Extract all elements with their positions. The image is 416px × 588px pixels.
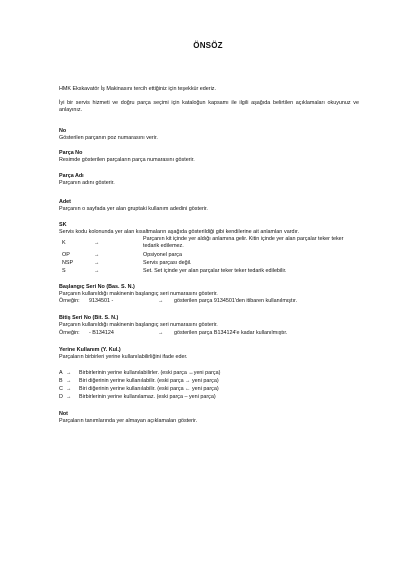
sk-code: OP xyxy=(62,252,70,258)
sk-desc: Parçanın kit içinde yer aldığı anlamına gelir. Kitin içinde yer alan parçalar teker teker xyxy=(143,236,344,242)
end-serial-example-label: Örneğin: xyxy=(59,330,80,336)
parca-adi-heading: Parça Adı xyxy=(59,173,84,179)
replacement-desc: Birbirlerinin yerine kullanılabilirler. (eski parça ↔yeni parça) xyxy=(79,370,221,376)
replacement-heading: Yerine Kullanım (Y. Kul.) xyxy=(59,347,121,353)
no-text: Gösterilen parçanın poz numarasını verir. xyxy=(59,135,158,141)
replacement-desc: Biri diğerinin yerine kullanılabilir. (eski parça → yeni parça) xyxy=(79,378,219,384)
end-serial-example-desc: gösterilen parça B134124'e kadar kullanılmıştır. xyxy=(174,330,288,336)
arrow-icon: → xyxy=(66,394,72,400)
parca-no-heading: Parça No xyxy=(59,150,83,156)
end-serial-heading: Bitiş Seri No (Bit. S. N.) xyxy=(59,315,119,321)
start-serial-example-desc: gösterilen parça 9134501'den itibaren kullanılmıştır. xyxy=(174,298,297,304)
replacement-desc: Biri diğerinin yerine kullanılabilir. (eski parça ← yeni parça) xyxy=(79,386,219,392)
sk-text: Servis kodu kolonunda yer alan kısaltmaların aşağıda gösterildiği gibi kendilerine ait anlamları vardır. xyxy=(59,229,300,235)
sk-heading: SK xyxy=(59,222,67,228)
intro-advice: İyi bir servis hizmeti ve doğru parça seçimi için kataloğun kapsamı ile ilgili aşağıda belirtilen açıklamaları okuyunuz ve anlayınız. xyxy=(59,100,359,113)
sk-code: K xyxy=(62,240,66,246)
adet-heading: Adet xyxy=(59,199,71,205)
sk-desc-continued: tedarik edilemez. xyxy=(143,243,184,249)
sk-code: NSP xyxy=(62,260,74,266)
start-serial-example-label: Örneğin: xyxy=(59,298,80,304)
arrow-icon: → xyxy=(158,298,164,304)
arrow-icon: → xyxy=(66,370,72,376)
replacement-text: Parçaların birbirleri yerine kullanılabilirliğini ifade eder. xyxy=(59,354,188,360)
arrow-icon: → xyxy=(158,330,164,336)
parca-adi-text: Parçanın adını gösterir. xyxy=(59,180,115,186)
replacement-code: C xyxy=(59,386,63,392)
arrow-icon: → xyxy=(94,260,100,266)
no-heading: No xyxy=(59,128,67,134)
replacement-code: D xyxy=(59,394,63,400)
arrow-icon: → xyxy=(66,386,72,392)
start-serial-text: Parçanın kullanıldığı makinenin başlangıç seri numarasını gösterir. xyxy=(59,291,218,297)
end-serial-text: Parçanın kullanıldığı makinenin başlangıç seri numarasını gösterir. xyxy=(59,322,218,328)
end-serial-example-value: - B134124 xyxy=(89,330,114,336)
arrow-icon: → xyxy=(94,240,100,246)
intro-thanks: HMK Ekskavatör İş Makinasını tercih ettiğiniz için teşekkür ederiz. xyxy=(59,86,216,92)
arrow-icon: → xyxy=(94,252,100,258)
sk-desc: Opsiyonel parça xyxy=(143,252,182,258)
arrow-icon: → xyxy=(94,268,100,274)
sk-desc: Servis parçası değil. xyxy=(143,260,192,266)
page-title: ÖNSÖZ xyxy=(193,41,223,50)
start-serial-example-value: 9134501 - xyxy=(89,298,114,304)
note-text: Parçaların tanımlarında yer almayan açıklamaları gösterir. xyxy=(59,418,198,424)
parca-no-text: Resimde gösterilen parçaların parça numarasını gösterir. xyxy=(59,157,195,163)
replacement-code: B xyxy=(59,378,63,384)
replacement-desc: Birbirlerinin yerine kullanılamaz. (eski parça – yeni parça) xyxy=(79,394,216,400)
sk-desc: Set. Set içinde yer alan parçalar teker teker tedarik edilebilir. xyxy=(143,268,287,274)
adet-text: Parçanın o sayfada yer alan gruptaki kullanım adedini gösterir. xyxy=(59,206,208,212)
note-heading: Not xyxy=(59,411,68,417)
start-serial-heading: Başlangıç Seri No (Bas. S. N.) xyxy=(59,284,135,290)
arrow-icon: → xyxy=(66,378,72,384)
replacement-code: A xyxy=(59,370,63,376)
sk-code: S xyxy=(62,268,66,274)
